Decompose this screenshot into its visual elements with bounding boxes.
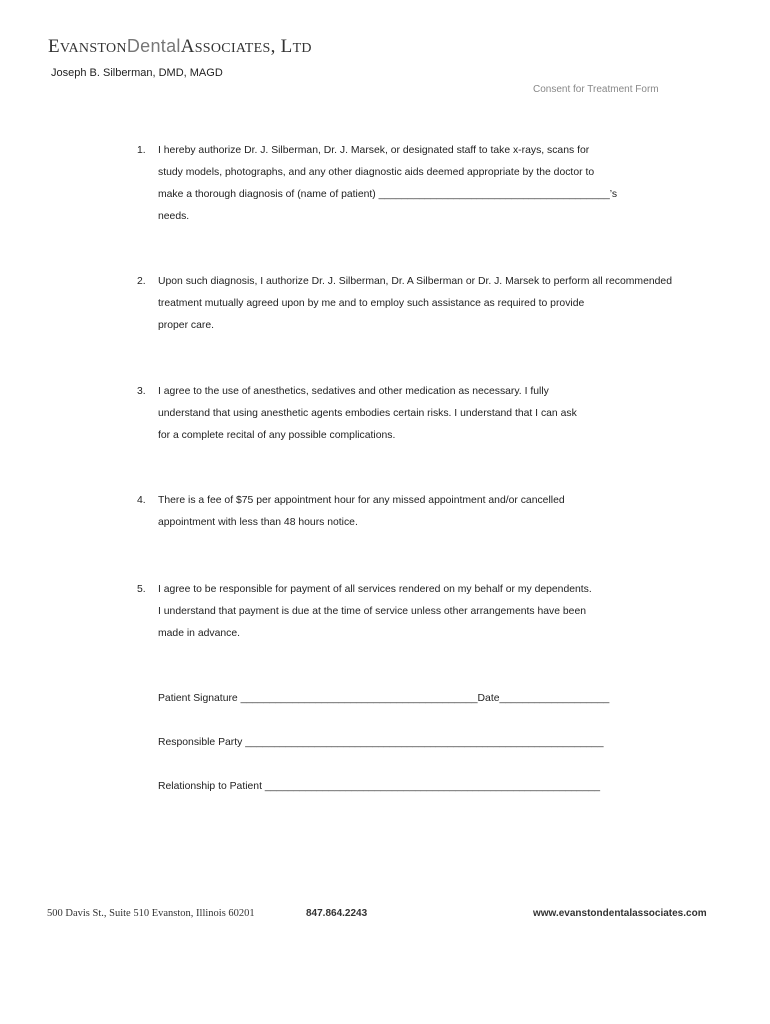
item-line: There is a fee of $75 per appointment hour for any missed appointment and/or cancelled xyxy=(158,495,565,506)
item-line: make a thorough diagnosis of (name of patient) ________________________________________’s xyxy=(158,189,618,200)
footer-phone: 847.864.2243 xyxy=(306,908,368,919)
item-line: needs. xyxy=(158,211,190,222)
footer-website[interactable]: www.evanstondentalassociates.com xyxy=(533,908,707,919)
item-text xyxy=(158,381,748,447)
item-line: made in advance. xyxy=(158,628,241,639)
relationship-line[interactable]: Relationship to Patient __________________________________________________________ xyxy=(158,781,601,792)
item-number: 4. xyxy=(137,495,146,506)
item-text xyxy=(158,579,748,645)
logo-evanston-initial: E xyxy=(48,36,60,57)
item-text xyxy=(158,140,748,228)
item-text xyxy=(158,271,748,337)
item-number: 1. xyxy=(137,145,146,156)
logo-ltd-rest: TD xyxy=(292,41,312,56)
patient-signature-line[interactable]: Patient Signature _________________________________________Date___________________ xyxy=(158,693,610,704)
item-line: for a complete recital of any possible complications. xyxy=(158,430,396,441)
doctor-name: Joseph B. Silberman, DMD, MAGD xyxy=(51,67,223,79)
item-line: proper care. xyxy=(158,320,215,331)
item-number: 3. xyxy=(137,386,146,397)
item-line: study models, photographs, and any other diagnostic aids deemed appropriate by the doctor to xyxy=(158,167,595,178)
responsible-party-line[interactable]: Responsible Party ______________________________________________________________ xyxy=(158,737,604,748)
practice-logo xyxy=(48,36,312,58)
logo-dental: Dental xyxy=(126,36,181,56)
item-number: 5. xyxy=(137,584,146,595)
logo-associates-initial: A xyxy=(180,36,195,57)
item-text xyxy=(158,490,748,534)
item-line: Upon such diagnosis, I authorize Dr. J. Silberman, Dr. A Silberman or Dr. J. Marsek to perform all recommended xyxy=(158,276,672,287)
logo-ltd-initial: L xyxy=(280,36,293,57)
footer-address: 500 Davis St., Suite 510 Evanston, Illinois 60201 xyxy=(47,908,255,919)
logo-comma: , xyxy=(270,36,281,57)
item-line: appointment with less than 48 hours notice. xyxy=(158,517,358,528)
item-line: I agree to be responsible for payment of all services rendered on my behalf or my dependents. xyxy=(158,584,592,595)
item-line: I agree to the use of anesthetics, sedatives and other medication as necessary. I fully xyxy=(158,386,549,397)
logo-evanston-rest: VANSTON xyxy=(59,41,127,56)
item-line: treatment mutually agreed upon by me and to employ such assistance as required to provide xyxy=(158,298,585,309)
item-line: understand that using anesthetic agents embodies certain risks. I understand that I can ask xyxy=(158,408,577,419)
form-title: Consent for Treatment Form xyxy=(533,84,659,95)
logo-associates-rest: SSOCIATES xyxy=(194,41,271,56)
item-number: 2. xyxy=(137,276,146,287)
item-line: I hereby authorize Dr. J. Silberman, Dr. J. Marsek, or designated staff to take x-rays, scans for xyxy=(158,145,590,156)
item-line: I understand that payment is due at the time of service unless other arrangements have been xyxy=(158,606,586,617)
